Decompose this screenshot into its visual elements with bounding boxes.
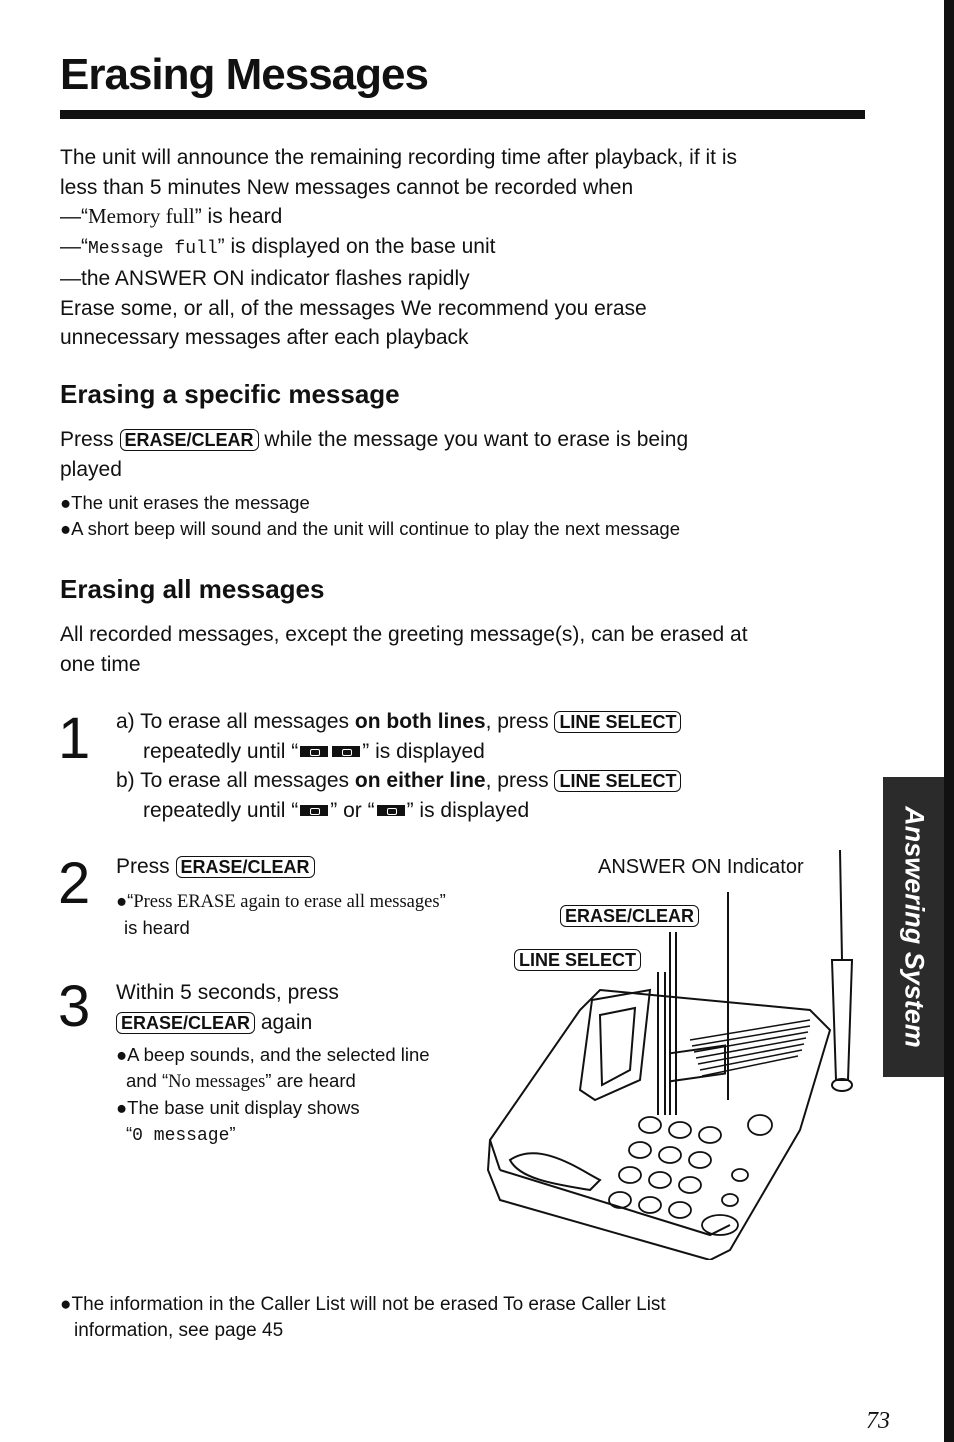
specific-bullet-1: ●The unit erases the message [60,492,310,513]
step-2-bullet-line-2: is heard [124,917,190,938]
heading-specific: Erasing a specific message [60,379,400,409]
specific-line-1-rest: while the message you want to erase is being [264,428,689,451]
step-1a-mid: , press [485,710,549,733]
step-3-number: 3 [58,974,91,1039]
intro-line-5: —the ANSWER ON indicator flashes rapidly [60,267,470,290]
quote-open: —“ [60,234,88,258]
l1-icon [300,805,328,816]
step-1b-bold: on either line [354,769,486,792]
erase-clear-key: ERASE/CLEAR [120,429,259,451]
quote-close: ” [229,1123,236,1144]
step-2-bullet-line-1 [116,888,446,915]
bullet-close: ” [439,890,446,911]
step-1-text [116,707,681,825]
step-1a-prefix: a) To erase all messages [116,710,355,733]
step-1a-line-2-post: ” is displayed [362,739,485,763]
all-line-2: one time [60,652,141,676]
step-1b-line-2-mid: ” or “ [330,798,375,822]
l2-icon [332,746,360,757]
section-tab-label: Answering System [899,806,930,1048]
step-1a-line-2-pre: repeatedly until “ [143,739,299,763]
specific-text [60,425,688,484]
intro-line-2: less than 5 minutes New messages cannot be recorded when [60,175,634,199]
step-1b-mid: , press [485,769,549,792]
zero-message-text: 0 message [132,1126,230,1146]
specific-bullets [60,490,680,542]
l2-icon [377,805,405,816]
step-2-number: 2 [58,851,91,916]
again-word: again [260,1010,313,1034]
all-line-1: All recorded messages, except the greeting message(s), can be erased at [60,623,748,646]
step-3-line-1: Within 5 seconds, press [116,981,339,1004]
step-1a-bold: on both lines [354,710,486,733]
page-number: 73 [866,1408,890,1434]
press-word: Press [60,428,114,451]
caller-list-note [60,1292,666,1344]
step-1a-line-1 [116,707,681,737]
title-rule [60,110,865,119]
l1-icon [300,746,328,757]
all-text [60,620,748,679]
press-erase-again-text: Press ERASE again to erase all messages [133,892,440,912]
step-3-bullet-1-line-2 [116,1068,430,1095]
step-1b-prefix: b) To erase all messages [116,769,355,792]
memory-full-text: Memory full [88,204,195,228]
intro-text [60,143,737,353]
step-2-press [116,852,315,882]
figure-line-select-key: LINE SELECT [514,949,641,971]
specific-line-1 [60,425,688,455]
bullet-open: ●“ [116,890,134,911]
specific-line-2: played [60,457,122,481]
intro-line-3 [60,202,737,232]
erase-clear-key: ERASE/CLEAR [116,1012,255,1034]
step-3-bullets [116,1042,430,1149]
phone-base-illustration [480,840,870,1260]
message-full-text: Message full [88,238,218,259]
step-3-text [116,978,339,1037]
section-tab [883,777,945,1077]
figure-erase-clear-key: ERASE/CLEAR [560,905,699,927]
intro-line-6: Erase some, or all, of the messages We recommend you erase [60,296,647,320]
intro-line-1: The unit will announce the remaining recording time after playback, if it is [60,146,738,169]
step-1b-line-2-pre: repeatedly until “ [143,798,299,822]
step-3-bullet-2-line-2 [116,1121,430,1149]
step-3-line-2 [116,1008,339,1038]
answer-on-indicator-label: ANSWER ON Indicator [598,856,804,878]
step-1b-line-1 [116,766,681,796]
step-3-bullet-2: ●The base unit display shows [116,1097,360,1118]
intro-line-7: unnecessary messages after each playback [60,326,469,349]
line-select-key: LINE SELECT [554,711,681,733]
step-1b-line-2-post: ” is displayed [406,798,530,822]
no-messages-text: No messages [168,1072,266,1092]
page-title: Erasing Messages [60,50,428,99]
quote-close: ” are heard [265,1070,356,1091]
intro-line-4-suffix: ” is displayed on the base unit [217,234,496,258]
intro-line-4 [60,232,737,265]
quote-open: “ [126,1123,133,1144]
erase-clear-key: ERASE/CLEAR [176,856,315,878]
note-line-1: ●The information in the Caller List will not be erased To erase Caller List [60,1294,666,1315]
intro-line-3-suffix: ” is heard [194,205,283,228]
step-1a-line-2 [116,737,681,767]
step-2-bullet [116,888,446,941]
quote-open: —“ [60,205,88,228]
step-1b-line-2 [116,796,681,826]
step-3-bullet-1: ●A beep sounds, and the selected line [116,1044,430,1065]
page-edge-bar [944,0,954,1442]
heading-all: Erasing all messages [60,574,325,604]
quote-open: and “ [126,1070,169,1091]
antenna-icon [840,850,842,960]
step-1-number: 1 [58,706,91,771]
press-word: Press [116,855,170,878]
specific-bullet-2: ●A short beep will sound and the unit will continue to play the next message [60,518,680,539]
line-select-key: LINE SELECT [554,770,681,792]
note-line-2: information, see page 45 [74,1320,284,1341]
